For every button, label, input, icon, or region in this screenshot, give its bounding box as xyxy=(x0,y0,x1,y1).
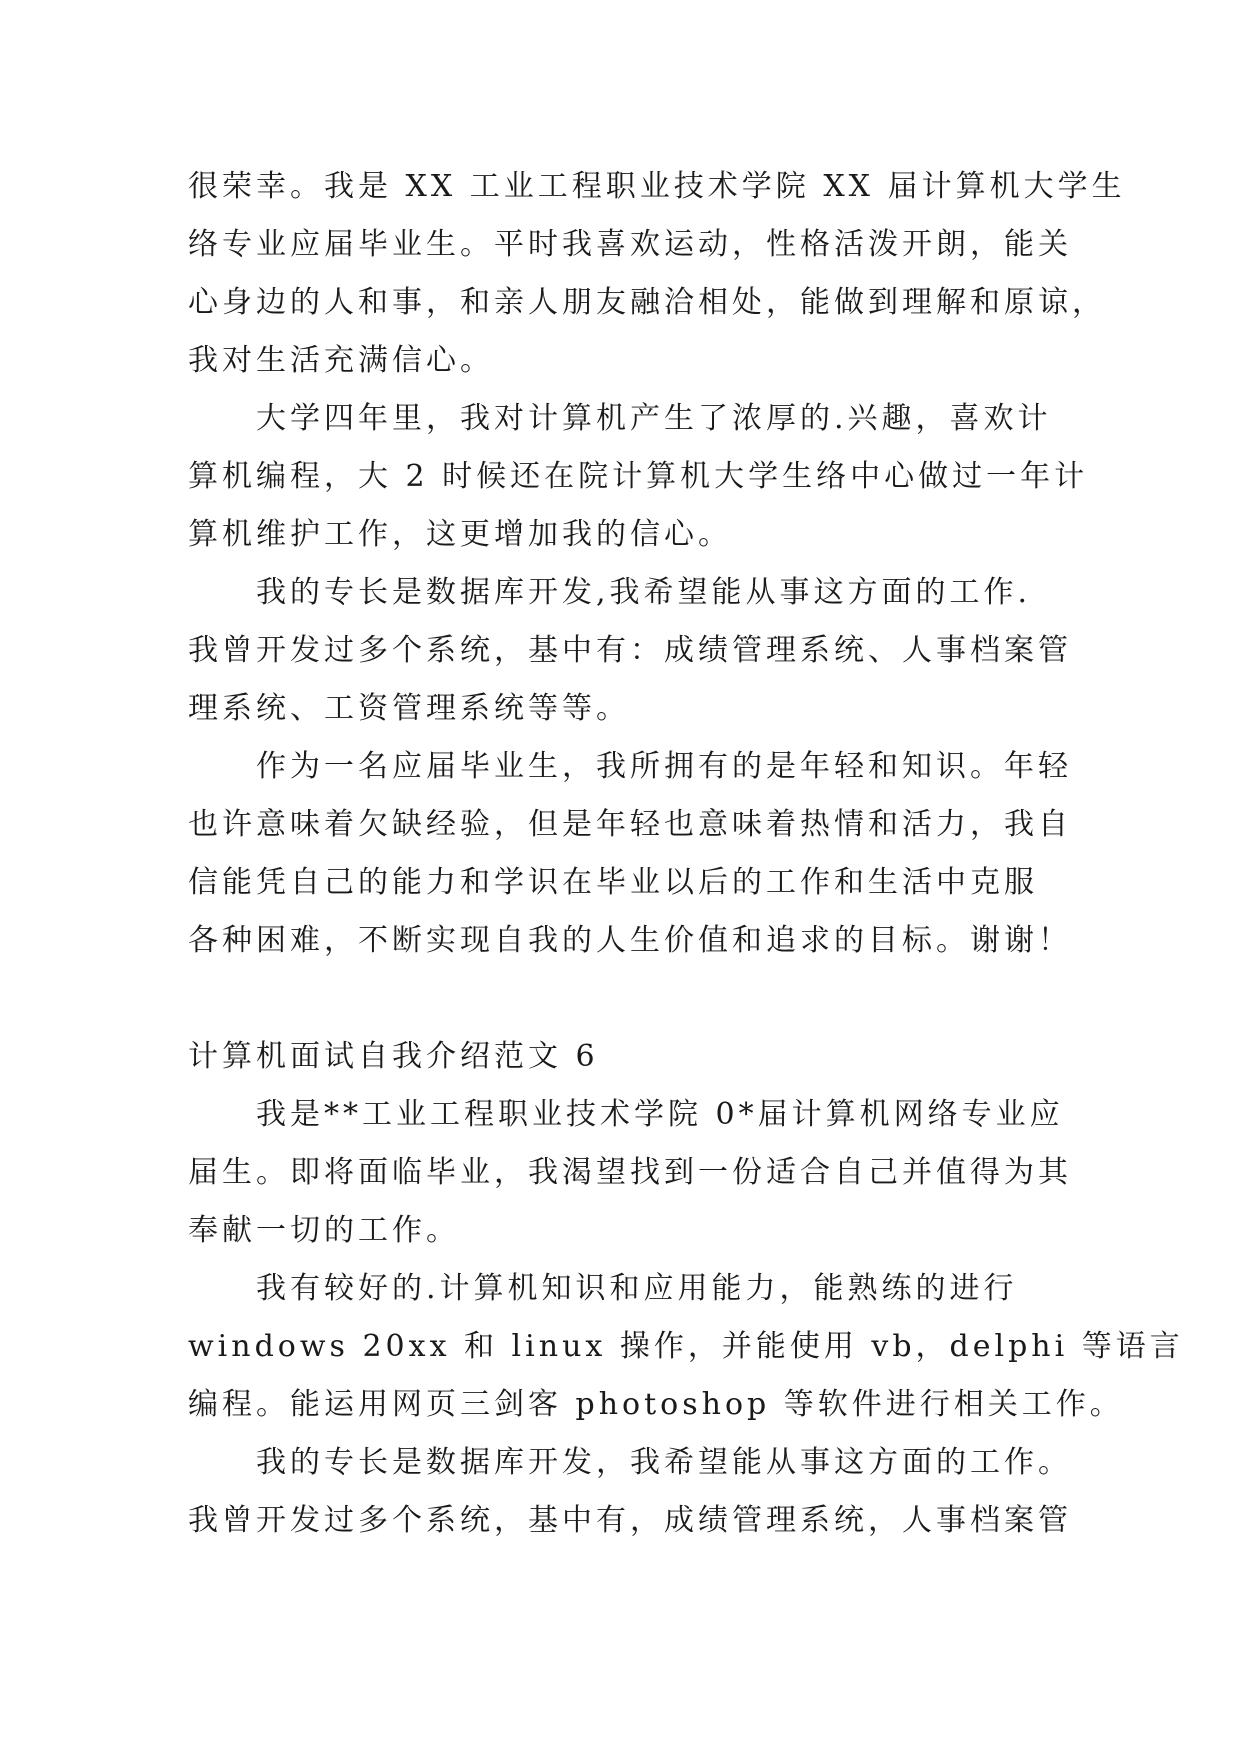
paragraph-2 xyxy=(188,390,1089,564)
text-line: 信能凭自己的能力和学识在毕业以后的工作和生活中克服 xyxy=(188,865,1038,900)
document-body xyxy=(188,158,1184,1550)
section-spacer xyxy=(188,970,1068,1028)
text-line: 心身边的人和事，和亲人朋友融洽相处，能做到理解和原谅， xyxy=(188,285,1106,320)
text-line: 理系统、工资管理系统等等。 xyxy=(188,691,630,726)
text-line: 我有较好的.计算机知识和应用能力，能熟练的进行 xyxy=(256,1271,1018,1306)
text-line: 作为一名应届毕业生，我所拥有的是年轻和知识。年轻 xyxy=(256,749,1072,784)
text-line: 大学四年里，我对计算机产生了浓厚的.兴趣，喜欢计 xyxy=(256,401,1052,436)
text-line: 我的专长是数据库开发，我希望能从事这方面的工作。 xyxy=(256,1445,1072,1480)
text-line: 算机编程，大 2 时候还在院计算机大学生络中心做过一年计 xyxy=(188,459,1089,494)
text-line: 也许意味着欠缺经验，但是年轻也意味着热情和活力，我自 xyxy=(188,807,1072,842)
text-line: windows 20xx 和 linux 操作，并能使用 vb，delphi 等语言 xyxy=(188,1329,1184,1364)
paragraph-7 xyxy=(188,1434,1072,1550)
paragraph-5 xyxy=(188,1086,1072,1260)
text-line: 奉献一切的工作。 xyxy=(188,1213,460,1248)
text-line: 很荣幸。我是 XX 工业工程职业技术学院 XX 届计算机大学生 xyxy=(188,169,1126,204)
text-line: 我曾开发过多个系统，基中有：成绩管理系统、人事档案管 xyxy=(188,633,1072,668)
text-line: 络专业应届毕业生。平时我喜欢运动，性格活泼开朗，能关 xyxy=(188,227,1072,262)
paragraph-3 xyxy=(188,564,1072,738)
text-line: 我曾开发过多个系统，基中有，成绩管理系统，人事档案管 xyxy=(188,1503,1072,1538)
text-line: 我是**工业工程职业技术学院 0*届计算机网络专业应 xyxy=(256,1097,1064,1132)
text-line: 编程。能运用网页三剑客 photoshop 等软件进行相关工作。 xyxy=(188,1387,1124,1422)
paragraph-1 xyxy=(188,158,1126,390)
paragraph-6 xyxy=(188,1260,1184,1434)
paragraph-4 xyxy=(188,738,1072,970)
section-heading xyxy=(188,1028,1068,1086)
text-line: 我的专长是数据库开发,我希望能从事这方面的工作. xyxy=(256,575,1032,610)
text-line: 我对生活充满信心。 xyxy=(188,343,494,378)
text-line: 届生。即将面临毕业，我渴望找到一份适合自己并值得为其 xyxy=(188,1155,1072,1190)
heading-text: 计算机面试自我介绍范文 6 xyxy=(188,1039,599,1074)
text-line: 算机维护工作，这更增加我的信心。 xyxy=(188,517,732,552)
text-line: 各种困难，不断实现自我的人生价值和追求的目标。谢谢！ xyxy=(188,923,1072,958)
